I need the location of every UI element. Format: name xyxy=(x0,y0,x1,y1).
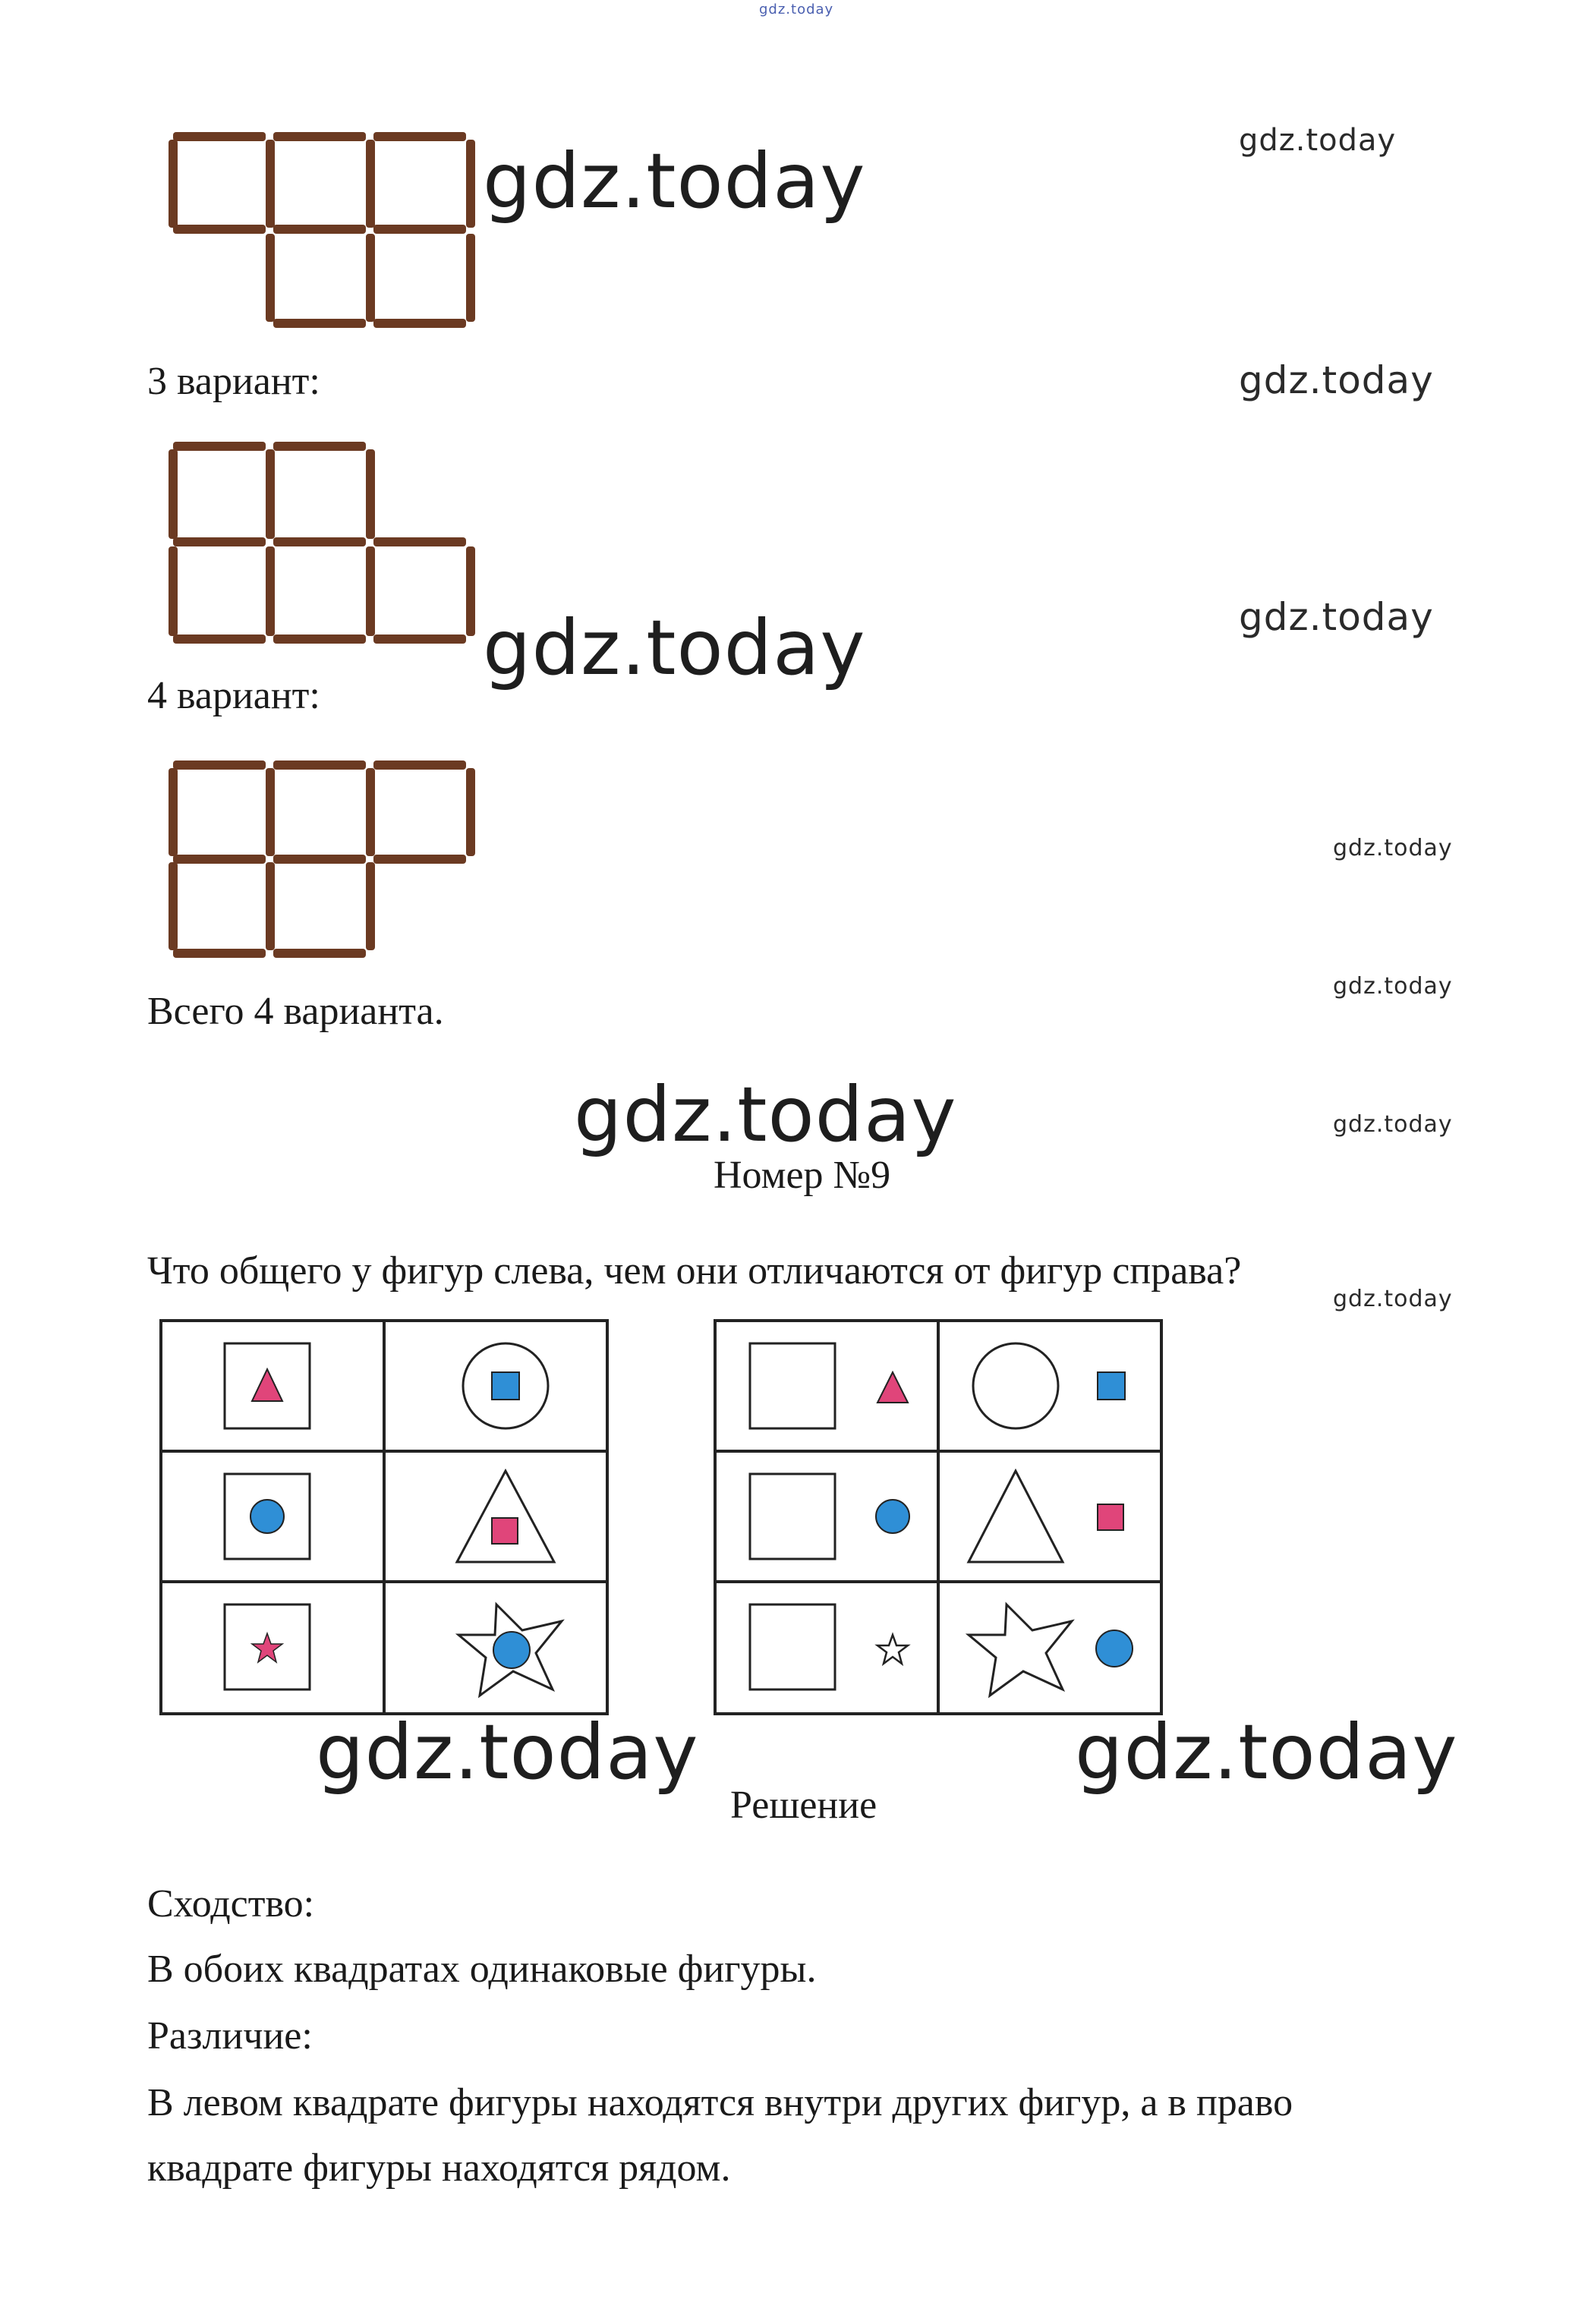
match-figure-variant-4 xyxy=(152,744,501,971)
task-heading: Номер №9 xyxy=(714,1154,891,1197)
watermark-large-5: gdz.today xyxy=(1075,1708,1458,1797)
watermark-top: gdz.today xyxy=(759,2,834,17)
match-figure-variant-3 xyxy=(152,425,501,653)
difference-line-2: квадрате фигуры находятся рядом. xyxy=(147,2146,731,2190)
watermark-right-5: gdz.today xyxy=(1333,973,1453,1000)
shapes-table-left xyxy=(156,1316,612,1718)
similarity-label: Сходство: xyxy=(147,1882,315,1926)
watermark-large-1: gdz.today xyxy=(483,137,866,225)
match-figure-variant-2 xyxy=(152,114,501,342)
variant-3-label: 3 вариант: xyxy=(147,360,320,403)
shapes-table-right xyxy=(710,1316,1166,1718)
question-text: Что общего у фигур слева, чем они отличаются от фигур справа? xyxy=(147,1249,1242,1293)
similarity-text: В обоих квадратах одинаковые фигуры. xyxy=(147,1948,817,1991)
watermark-right-3: gdz.today xyxy=(1239,595,1434,639)
watermark-right-7: gdz.today xyxy=(1333,1286,1453,1312)
watermark-large-3: gdz.today xyxy=(574,1070,957,1159)
solution-heading: Решение xyxy=(730,1784,877,1827)
watermark-right-1: gdz.today xyxy=(1239,123,1397,158)
difference-label: Различие: xyxy=(147,2014,313,2058)
watermark-right-4: gdz.today xyxy=(1333,835,1453,861)
variant-4-label: 4 вариант: xyxy=(147,674,320,717)
watermark-large-2: gdz.today xyxy=(483,603,866,692)
watermark-right-6: gdz.today xyxy=(1333,1111,1453,1138)
total-text: Всего 4 варианта. xyxy=(147,990,444,1033)
difference-line-1: В левом квадрате фигуры находятся внутри других фигур, а в право xyxy=(147,2081,1293,2124)
watermark-right-2: gdz.today xyxy=(1239,358,1434,402)
watermark-large-4: gdz.today xyxy=(316,1708,699,1797)
